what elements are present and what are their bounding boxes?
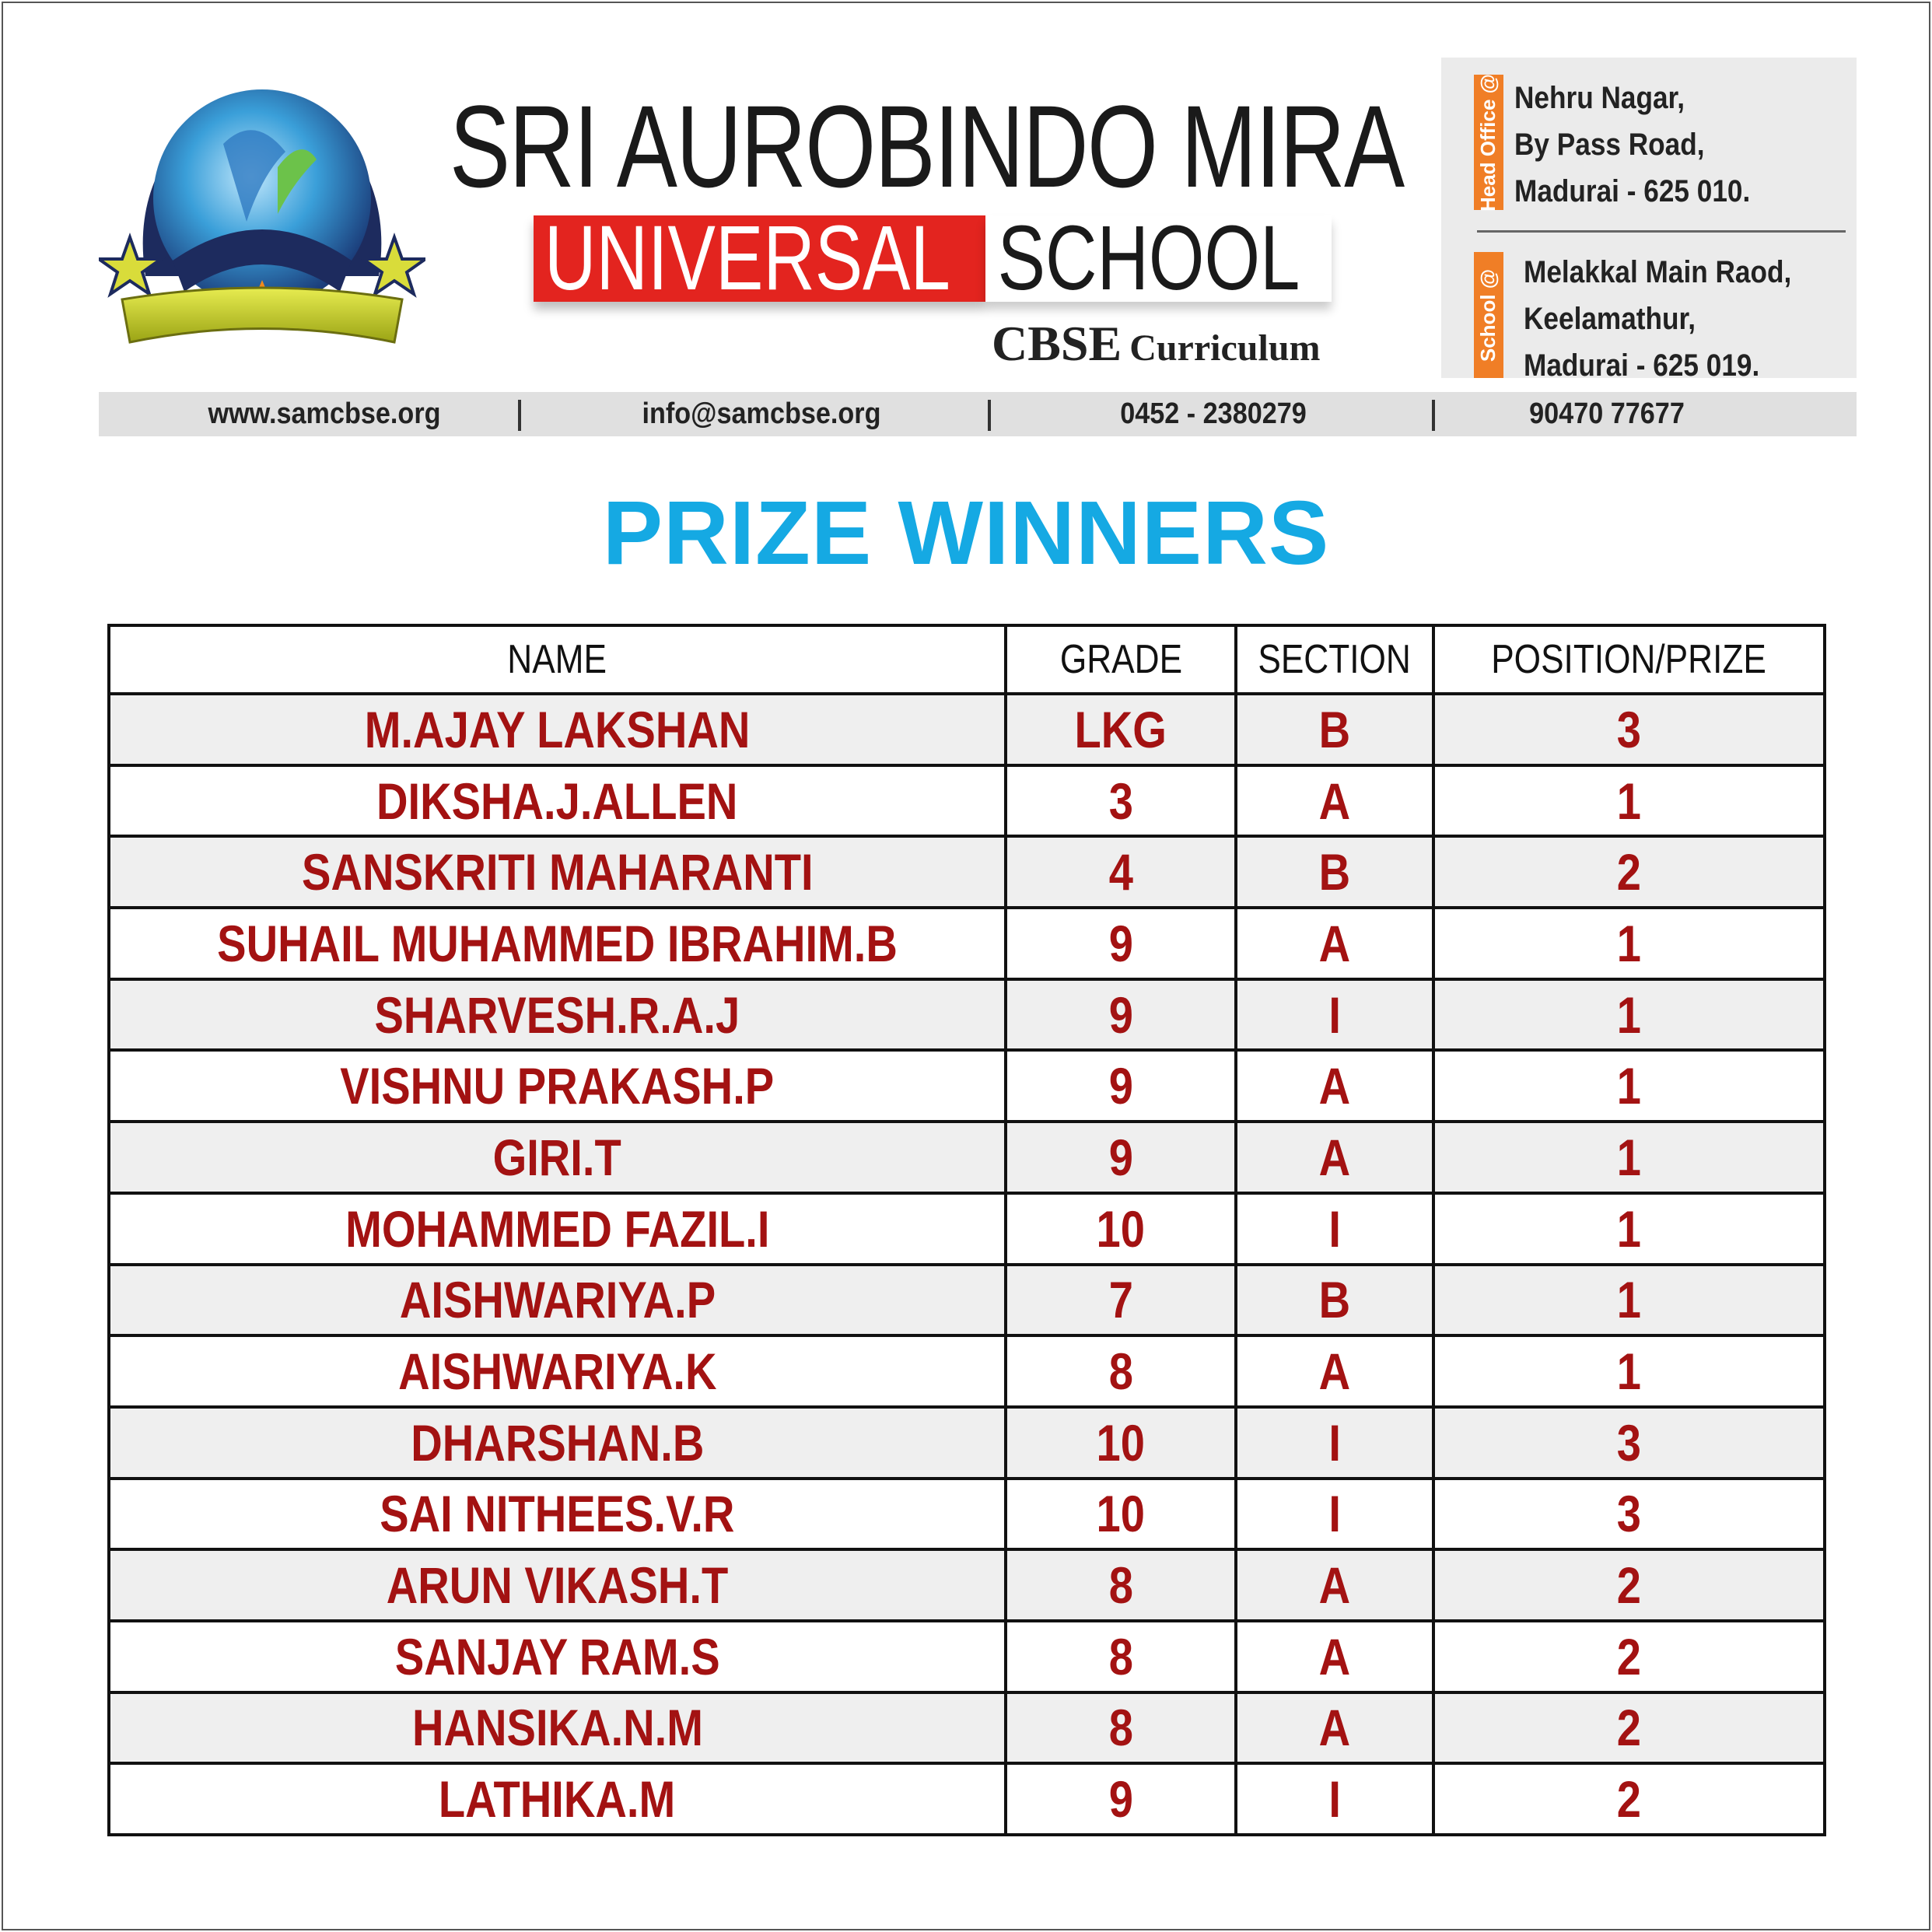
position-cell: 3	[1433, 1479, 1825, 1550]
section-cell: B	[1236, 1265, 1433, 1336]
address-line: Nehru Nagar,	[1514, 81, 1685, 115]
separator	[518, 400, 521, 431]
column-header-section: SECTION	[1236, 625, 1433, 694]
name-cell: SHARVESH.R.A.J	[109, 979, 1006, 1051]
curriculum-text: Curriculum	[1129, 327, 1321, 369]
school-logo-emblem	[99, 82, 425, 362]
position-cell: 1	[1433, 1265, 1825, 1336]
position-cell: 1	[1433, 765, 1825, 837]
separator	[1432, 400, 1435, 431]
name-cell: DHARSHAN.B	[109, 1407, 1006, 1479]
table-row	[109, 1265, 1825, 1336]
grade-cell: 9	[1006, 979, 1236, 1051]
curriculum-label	[992, 315, 1321, 373]
grade-cell: 10	[1006, 1479, 1236, 1550]
address-divider	[1477, 230, 1846, 233]
name-cell: SANSKRITI MAHARANTI	[109, 836, 1006, 908]
name-cell: VISHNU PRAKASH.P	[109, 1050, 1006, 1122]
section-cell: B	[1236, 694, 1433, 765]
position-cell: 1	[1433, 908, 1825, 979]
section-cell: I	[1236, 1407, 1433, 1479]
contact-bar	[99, 392, 1857, 436]
name-cell: MOHAMMED FAZIL.I	[109, 1193, 1006, 1265]
school-tag: School @	[1474, 252, 1503, 378]
grade-cell: 10	[1006, 1407, 1236, 1479]
table-row	[109, 694, 1825, 765]
table-row	[109, 765, 1825, 837]
mobile-number: 90470 77677	[1529, 397, 1685, 430]
table-row	[109, 1335, 1825, 1407]
section-cell: A	[1236, 1621, 1433, 1692]
position-cell: 2	[1433, 836, 1825, 908]
page-title: PRIZE WINNERS	[602, 482, 1330, 583]
name-cell: SAI NITHEES.V.R	[109, 1479, 1006, 1550]
table-row	[109, 1479, 1825, 1550]
name-cell: DIKSHA.J.ALLEN	[109, 765, 1006, 837]
position-cell: 1	[1433, 979, 1825, 1051]
address-line: Madurai - 625 019.	[1524, 348, 1760, 383]
name-cell: GIRI.T	[109, 1122, 1006, 1193]
position-cell: 1	[1433, 1335, 1825, 1407]
name-cell: AISHWARIYA.K	[109, 1335, 1006, 1407]
separator	[988, 400, 991, 431]
section-cell: I	[1236, 979, 1433, 1051]
table-row	[109, 1193, 1825, 1265]
position-cell: 2	[1433, 1621, 1825, 1692]
position-cell: 1	[1433, 1050, 1825, 1122]
email-link[interactable]: info@samcbse.org	[642, 397, 881, 430]
section-cell: A	[1236, 1050, 1433, 1122]
position-cell: 3	[1433, 694, 1825, 765]
table-row	[109, 1692, 1825, 1764]
grade-cell: 9	[1006, 1050, 1236, 1122]
position-cell: 2	[1433, 1692, 1825, 1764]
position-cell: 1	[1433, 1122, 1825, 1193]
table-row	[109, 836, 1825, 908]
address-line: Keelamathur,	[1524, 302, 1696, 336]
address-line: Melakkal Main Raod,	[1524, 255, 1792, 289]
name-cell: SUHAIL MUHAMMED IBRAHIM.B	[109, 908, 1006, 979]
column-header-position: POSITION/PRIZE	[1433, 625, 1825, 694]
cbse-text: CBSE	[992, 316, 1122, 371]
website-link[interactable]: www.samcbse.org	[208, 397, 441, 430]
column-header-name: NAME	[109, 625, 1006, 694]
section-cell: I	[1236, 1479, 1433, 1550]
head-office-tag: Head Office @	[1474, 75, 1503, 210]
table-row	[109, 908, 1825, 979]
grade-cell: LKG	[1006, 694, 1236, 765]
section-cell: A	[1236, 1549, 1433, 1621]
name-cell: SANJAY RAM.S	[109, 1621, 1006, 1692]
table-row	[109, 979, 1825, 1051]
phone-number: 0452 - 2380279	[1120, 397, 1307, 430]
position-cell: 2	[1433, 1763, 1825, 1835]
grade-cell: 4	[1006, 836, 1236, 908]
grade-cell: 8	[1006, 1335, 1236, 1407]
section-cell: A	[1236, 1692, 1433, 1764]
section-cell: I	[1236, 1193, 1433, 1265]
table-row	[109, 1763, 1825, 1835]
name-cell: ARUN VIKASH.T	[109, 1549, 1006, 1621]
table-row	[109, 1549, 1825, 1621]
prize-winners-table	[107, 624, 1826, 1836]
address-box	[1441, 58, 1857, 383]
table-row	[109, 1122, 1825, 1193]
name-cell: AISHWARIYA.P	[109, 1265, 1006, 1336]
table-row	[109, 1050, 1825, 1122]
grade-cell: 3	[1006, 765, 1236, 837]
table-row	[109, 1407, 1825, 1479]
position-cell: 1	[1433, 1193, 1825, 1265]
grade-cell: 10	[1006, 1193, 1236, 1265]
school-name-universal: UNIVERSAL	[534, 215, 985, 302]
school-address	[1524, 249, 1828, 389]
grade-cell: 8	[1006, 1549, 1236, 1621]
school-name-school: SCHOOL	[985, 215, 1332, 302]
grade-cell: 8	[1006, 1621, 1236, 1692]
section-cell: I	[1236, 1763, 1433, 1835]
position-cell: 2	[1433, 1549, 1825, 1621]
table-header-row	[109, 625, 1825, 694]
section-cell: B	[1236, 836, 1433, 908]
grade-cell: 9	[1006, 1122, 1236, 1193]
name-cell: M.AJAY LAKSHAN	[109, 694, 1006, 765]
grade-cell: 9	[1006, 908, 1236, 979]
grade-cell: 7	[1006, 1265, 1236, 1336]
address-line: Madurai - 625 010.	[1514, 174, 1751, 208]
section-cell: A	[1236, 908, 1433, 979]
name-cell: LATHIKA.M	[109, 1763, 1006, 1835]
position-cell: 3	[1433, 1407, 1825, 1479]
table-row	[109, 1621, 1825, 1692]
name-cell: HANSIKA.N.M	[109, 1692, 1006, 1764]
grade-cell: 8	[1006, 1692, 1236, 1764]
section-cell: A	[1236, 1122, 1433, 1193]
section-cell: A	[1236, 765, 1433, 837]
column-header-grade: GRADE	[1006, 625, 1236, 694]
section-cell: A	[1236, 1335, 1433, 1407]
school-name-line1: SRI AUROBINDO MIRA	[450, 81, 1404, 212]
grade-cell: 9	[1006, 1763, 1236, 1835]
head-office-address	[1514, 75, 1783, 215]
address-line: By Pass Road,	[1514, 128, 1705, 162]
